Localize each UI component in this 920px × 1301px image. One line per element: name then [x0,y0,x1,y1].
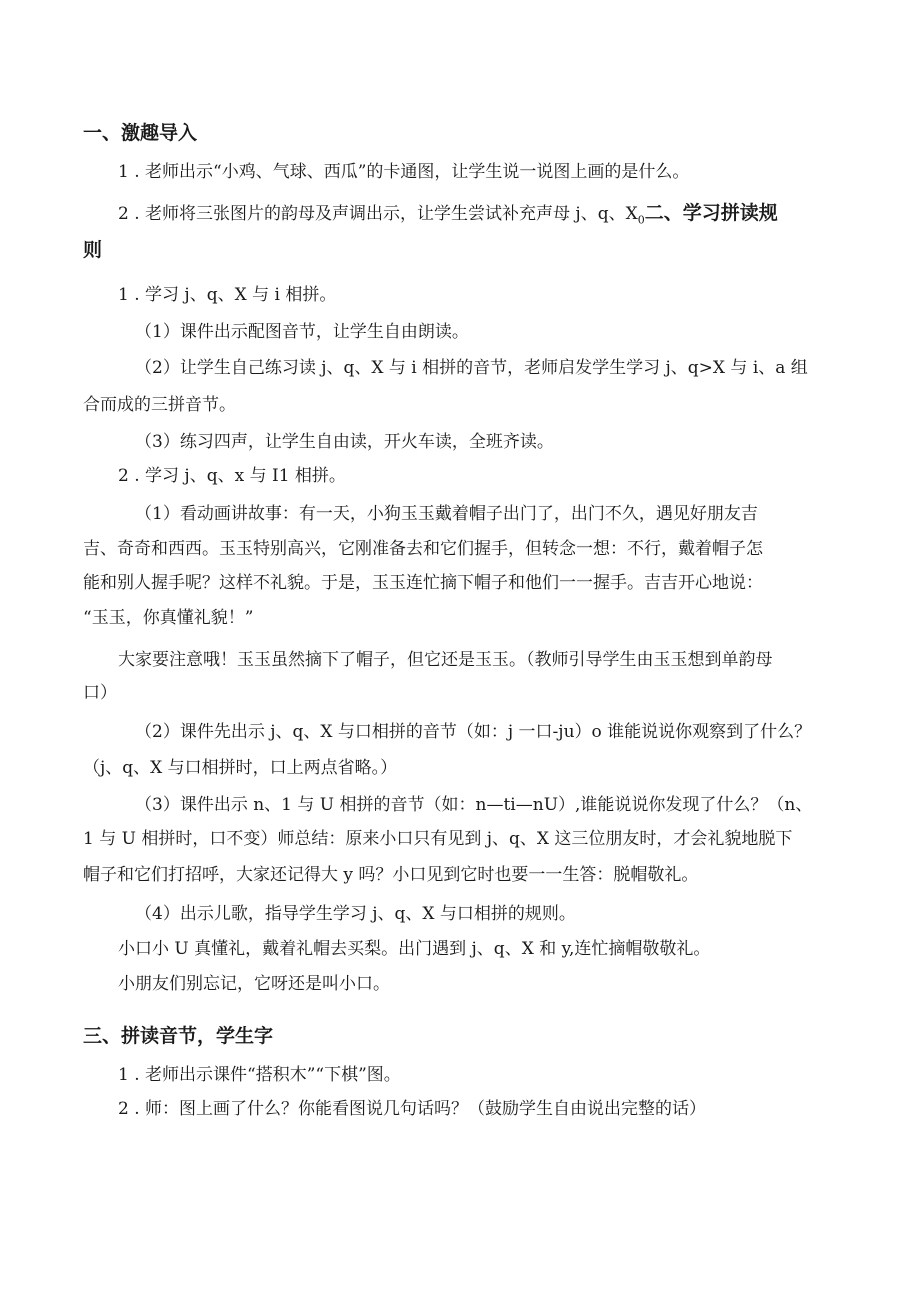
section2-p2-2-line2: （j、q、X 与口相拼时，口上两点省略。） [83,758,398,778]
section1-heading: 一、激趣导入 [83,122,198,144]
rhyme-line2: 小朋友们别忘记，它呀还是叫小口。 [118,974,390,994]
section1-item2-text: 2 . 老师将三张图片的韵母及声调出示，让学生尝试补充声母 j、q、X [118,204,638,224]
section3-item1: 1 . 老师出示课件“搭积木”“下棋”图。 [118,1065,401,1085]
section3-heading: 三、拼读音节，学生字 [83,1025,274,1047]
story-line4: “玉玉，你真懂礼貌！” [83,608,254,628]
section2-p2: 2 . 学习 j、q、x 与 I1 相拼。 [118,466,346,486]
section2-p2-2-line1: （2）课件先出示 j、q、X 与口相拼的音节（如：j 一口-ju）o 谁能说说你观察到了什么？ [135,722,812,742]
section3-item2: 2 . 师：图上画了什么？你能看图说几句话吗？（鼓励学生自由说出完整的话） [118,1099,707,1119]
section2-p1: 1 . 学习 j、q、X 与 i 相拼。 [118,285,337,305]
story-line3: 能和别人握手呢？这样不礼貌。于是，玉玉连忙摘下帽子和他们一一握手。吉吉开心地说： [83,573,763,593]
section2-heading-start: 二、学习拼读规 [644,202,778,224]
story-line1: （1）看动画讲故事：有一天，小狗玉玉戴着帽子出门了，出门不久，遇见好朋友吉 [135,504,758,524]
section2-p2-3-line3: 帽子和它们打招呼，大家还记得大 y 吗？小口见到它时也要一一生答：脱帽敬礼。 [83,865,699,885]
section2-p1-1: （1）课件出示配图音节，让学生自由朗读。 [135,322,469,342]
note-line1: 大家要注意哦！玉玉虽然摘下了帽子，但它还是玉玉。（教师引导学生由玉玉想到单韵母 [118,650,773,670]
section2-heading-wrap: 则 [83,239,103,261]
section2-p2-3-line2: 1 与 U 相拼时，口不变）师总结：原来小口只有见到 j、q、X 这三位朋友时，才会礼貌地脱下 [83,829,793,849]
section2-p2-3-line1: （3）课件出示 n、1 与 U 相拼的音节（如：n—ti—nU）,谁能说说你发现了什么？（n、 [135,795,813,815]
section2-p1-2-line2: 合而成的三拼音节。 [83,395,236,415]
rhyme-line1: 小口小 U 真懂礼，戴着礼帽去买梨。出门遇到 j、q、X 和 y,连忙摘帽敬敬礼。 [118,939,711,959]
section1-item2 [118,201,778,232]
story-line2: 吉、奇奇和西西。玉玉特别高兴，它刚准备去和它们握手，但转念一想：不行，戴着帽子怎 [83,539,763,559]
section2-p2-4: （4）出示儿歌，指导学生学习 j、q、X 与口相拼的规则。 [135,904,576,924]
section2-p1-2-line1: （2）让学生自己练习读 j、q、X 与 i 相拼的音节，老师启发学生学习 j、q>X 与 i、a 组 [135,358,808,378]
section1-item2-subscript: 0 [637,213,645,227]
note-line2: 口） [83,683,117,703]
section2-p1-3: （3）练习四声，让学生自由读，开火车读，全班齐读。 [135,432,554,452]
section1-item1: 1 . 老师出示“小鸡、气球、西瓜”的卡通图，让学生说一说图上画的是什么。 [118,162,690,182]
